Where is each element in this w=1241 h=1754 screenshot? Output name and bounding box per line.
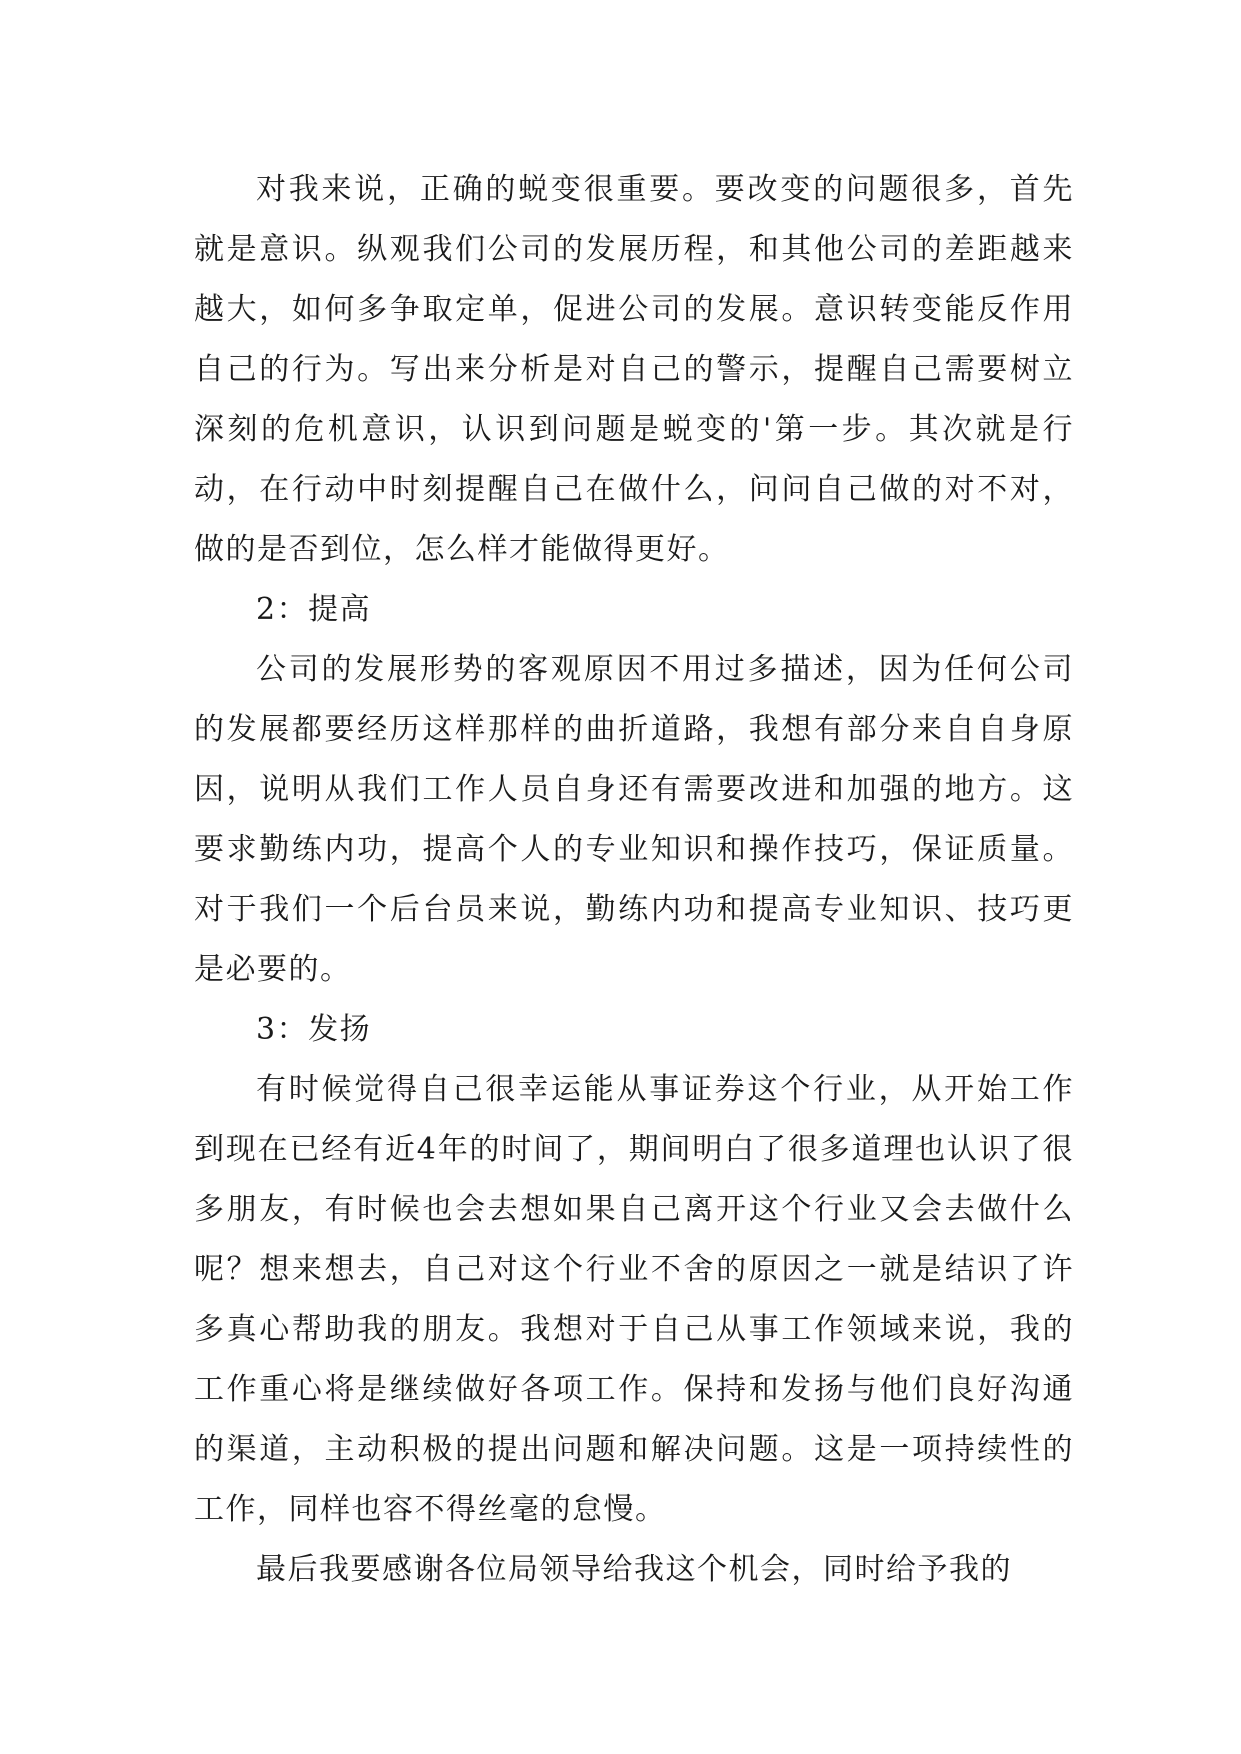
- paragraph-carry-forward: 有时候觉得自己很幸运能从事证券这个行业，从开始工作到现在已经有近4年的时间了，期间明白了很多道理也认识了很多朋友，有时候也会去想如果自己离开这个行业又会去做什么呢？想来想去，自己对这个行业不舍的原因之一就是结识了许多真心帮助我的朋友。我想对于自己从事工作领域来说，我的工作重心将是继续做好各项工作。保持和发扬与他们良好沟通的渠道，主动积极的提出问题和解决问题。这是一项持续性的工作，同样也容不得丝毫的怠慢。: [194, 1072, 1074, 1527]
- paragraph-improve: 公司的发展形势的客观原因不用过多描述，因为任何公司的发展都要经历这样那样的曲折道路，我想有部分来自自身原因，说明从我们工作人员自身还有需要改进和加强的地方。这要求勤练内功，提高个人的专业知识和操作技巧，保证质量。对于我们一个后台员来说，勤练内功和提高专业知识、技巧更是必要的。: [194, 652, 1074, 987]
- paragraph-awareness: 对我来说，正确的蜕变很重要。要改变的问题很多，首先就是意识。纵观我们公司的发展历程，和其他公司的差距越来越大，如何多争取定单，促进公司的发展。意识转变能反作用自己的行为。写出来分析是对自己的警示，提醒自己需要树立深刻的危机意识，认识到问题是蜕变的'第一步。其次就是行动，在行动中时刻提醒自己在做什么，问问自己做的对不对，做的是否到位，怎么样才能做得更好。: [194, 172, 1074, 567]
- paragraph-closing: 最后我要感谢各位局领导给我这个机会，同时给予我的: [256, 1552, 1012, 1587]
- document-page: [194, 160, 1074, 1600]
- section-heading-improve: 2：提高: [256, 592, 372, 627]
- section-heading-carry-forward: 3：发扬: [256, 1012, 372, 1047]
